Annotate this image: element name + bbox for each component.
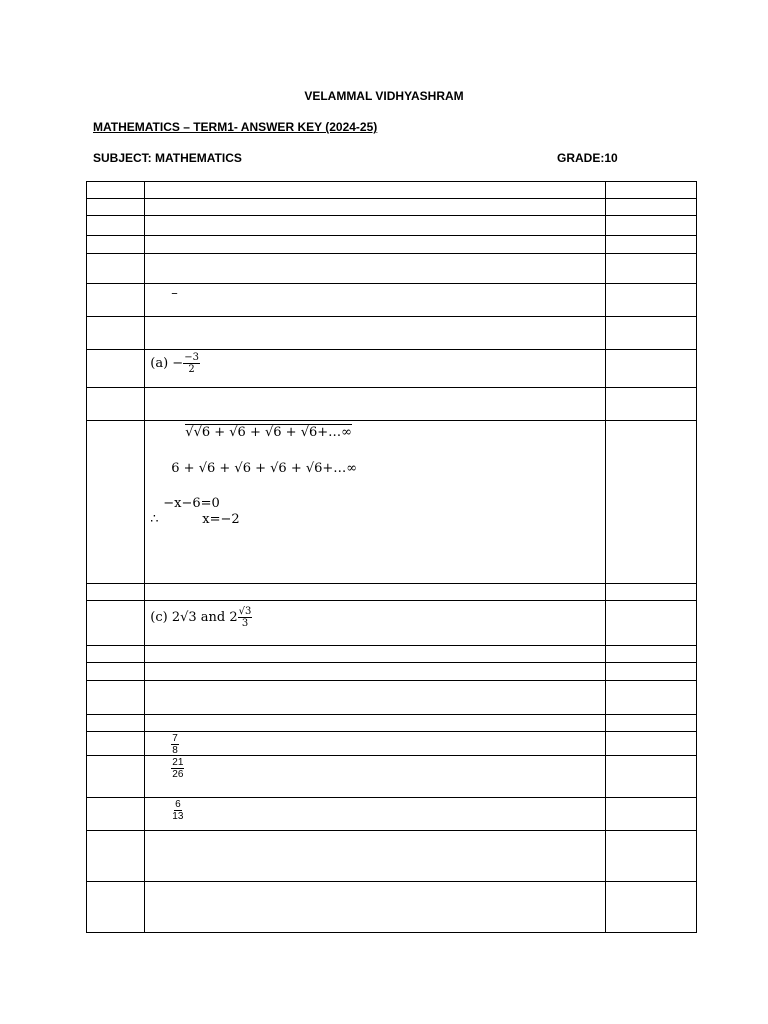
- answer-cell: [145, 284, 605, 317]
- table-cell: [87, 646, 145, 663]
- table-cell: [87, 421, 145, 584]
- answer-cell: [145, 798, 605, 831]
- table-cell: [605, 715, 696, 732]
- table-cell: [605, 756, 696, 798]
- table-cell: [605, 284, 696, 317]
- table-cell: [87, 601, 145, 646]
- answer-cell: [145, 350, 605, 388]
- answer-option-a: [150, 352, 200, 375]
- table-row: [87, 663, 697, 681]
- table-row: [87, 182, 697, 199]
- equation-line-2: 6 + √6 + √6 + √6 + √6+…∞: [171, 461, 358, 476]
- table-cell: [605, 216, 696, 236]
- table-cell: [605, 663, 696, 681]
- table-cell: [605, 601, 696, 646]
- table-row: [87, 584, 697, 601]
- table-cell: [605, 421, 696, 584]
- table-row: [87, 715, 697, 732]
- table-cell: [87, 798, 145, 831]
- answer-key-table: [86, 181, 697, 933]
- table-cell: [145, 584, 605, 601]
- numerator: 21: [172, 757, 184, 768]
- equation-result: x=−2: [202, 512, 240, 527]
- table-row: [87, 798, 697, 831]
- equation-line-1: [185, 425, 352, 440]
- table-cell: [145, 216, 605, 236]
- table-cell: [605, 584, 696, 601]
- table-row: [87, 732, 697, 756]
- table-cell: [145, 254, 605, 284]
- table-cell: [605, 254, 696, 284]
- table-cell: [605, 317, 696, 350]
- fraction: [171, 757, 184, 780]
- table-cell: [605, 350, 696, 388]
- fraction: [171, 799, 184, 822]
- table-cell: [87, 715, 145, 732]
- table-cell: [145, 663, 605, 681]
- table-row: [87, 199, 697, 216]
- table-row: [87, 236, 697, 254]
- table-row: [87, 350, 697, 388]
- table-cell: [605, 388, 696, 421]
- table-cell: [145, 317, 605, 350]
- table-cell: [87, 882, 145, 933]
- fraction: [183, 352, 200, 375]
- table-cell: [145, 236, 605, 254]
- table-cell: [145, 681, 605, 715]
- table-cell: [605, 732, 696, 756]
- table-row: [87, 421, 697, 584]
- table-cell: [605, 236, 696, 254]
- table-cell: [87, 254, 145, 284]
- table-row: [87, 646, 697, 663]
- subject-label: SUBJECT: MATHEMATICS: [93, 151, 242, 165]
- table-cell: [87, 182, 145, 199]
- numerator: −3: [184, 352, 199, 363]
- table-cell: [87, 199, 145, 216]
- table-cell: [87, 732, 145, 756]
- answer-option-c: [150, 606, 252, 629]
- denominator: 26: [172, 769, 184, 780]
- table-cell: [145, 646, 605, 663]
- table-cell: [87, 236, 145, 254]
- table-cell: [145, 388, 605, 421]
- table-cell: [145, 199, 605, 216]
- table-cell: [87, 284, 145, 317]
- nested-radical: √√6 + √6 + √6 + √6+…∞: [185, 425, 352, 440]
- table-cell: [605, 182, 696, 199]
- table-row: [87, 882, 697, 933]
- school-name: VELAMMAL VIDHYASHRAM: [304, 89, 464, 103]
- table-cell: [87, 350, 145, 388]
- answer-cell: [145, 421, 605, 584]
- equation-line-3: −x−6=0: [163, 496, 220, 511]
- answer-cell: [145, 756, 605, 798]
- numerator: 6: [175, 799, 181, 810]
- table-row: [87, 317, 697, 350]
- table-cell: [605, 646, 696, 663]
- answer-cell: [145, 732, 605, 756]
- table-cell: [87, 831, 145, 882]
- table-cell: [605, 798, 696, 831]
- denominator: 13: [172, 811, 184, 822]
- table-row: [87, 831, 697, 882]
- document-title: MATHEMATICS – TERM1- ANSWER KEY (2024-25): [93, 120, 378, 134]
- table-cell: [145, 882, 605, 933]
- table-row: [87, 284, 697, 317]
- fraction: [171, 733, 179, 756]
- table-cell: [87, 584, 145, 601]
- answer-cell: [145, 601, 605, 646]
- table-row: [87, 681, 697, 715]
- table-row: [87, 601, 697, 646]
- table-cell: [87, 317, 145, 350]
- table-cell: [145, 715, 605, 732]
- table-row: [87, 388, 697, 421]
- table-cell: [87, 681, 145, 715]
- option-prefix: (c) 2√3 and 2: [150, 610, 238, 625]
- table-cell: [87, 663, 145, 681]
- table-cell: [145, 831, 605, 882]
- denominator: 3: [241, 618, 249, 629]
- therefore-symbol: ∴: [150, 512, 159, 527]
- table-cell: [605, 199, 696, 216]
- table-cell: [605, 831, 696, 882]
- fraction: [238, 606, 253, 629]
- denominator: 8: [172, 745, 178, 756]
- table-row: [87, 216, 697, 236]
- table-cell: [145, 182, 605, 199]
- table-cell: [605, 882, 696, 933]
- denominator: 2: [188, 364, 195, 375]
- option-prefix: (a) −: [150, 356, 184, 371]
- table-cell: [87, 216, 145, 236]
- table-row: [87, 254, 697, 284]
- table-row: [87, 756, 697, 798]
- table-cell: [87, 756, 145, 798]
- table-cell: [87, 388, 145, 421]
- grade-label: GRADE:10: [557, 151, 618, 165]
- table-cell: [605, 681, 696, 715]
- answer-dash: –: [171, 286, 178, 301]
- numerator: 7: [172, 733, 178, 744]
- numerator: √3: [238, 606, 252, 617]
